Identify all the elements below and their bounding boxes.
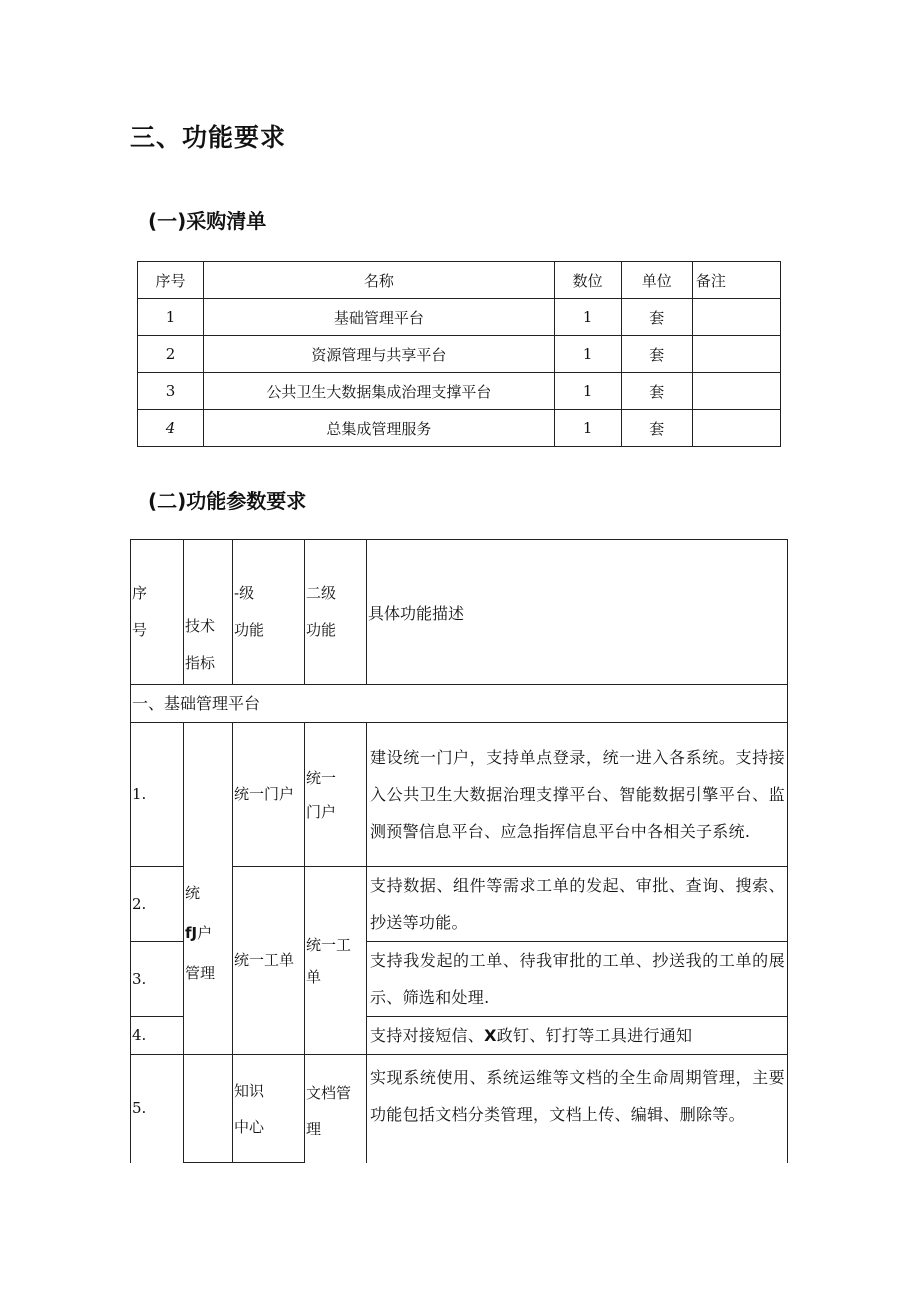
cell-name: 基础管理平台 (204, 299, 555, 336)
level1-text: 知识 (234, 1081, 265, 1100)
cell-note (692, 336, 780, 373)
cell-level2 (305, 867, 367, 1055)
level2-text: 文档管 (306, 1084, 352, 1102)
header-text: 功能 (306, 621, 337, 639)
header-text: 技术 (185, 617, 216, 635)
tech-text: 统 (185, 884, 201, 902)
procurement-table (137, 261, 781, 447)
cell-desc (367, 1017, 788, 1055)
header-level1 (233, 540, 305, 685)
cell-unit: 套 (621, 410, 692, 447)
cell-level2 (305, 723, 367, 867)
table-header-row (131, 540, 788, 685)
cell-tech (184, 723, 233, 1055)
cell-seq: 2. (131, 867, 184, 942)
header-seq (131, 540, 184, 685)
header-text: 指标 (185, 654, 216, 672)
cell-unit: 套 (621, 299, 692, 336)
header-cell: 名称 (204, 262, 555, 299)
cell-desc: 支持我发起的工单、待我审批的工单、抄送我的工单的展示、筛选和处理. (367, 942, 788, 1017)
page-heading: 三、功能要求 (130, 123, 287, 152)
section-title-procurement: (一)采购清单 (148, 209, 267, 233)
section-title-function: (二)功能参数要求 (148, 489, 307, 513)
header-cell: 备注 (692, 262, 780, 299)
cell-level1: 统一门户 (233, 723, 305, 867)
header-text: 二级 (306, 584, 337, 602)
table-header-row (138, 262, 781, 299)
table-row (138, 336, 781, 373)
header-cell: 单位 (621, 262, 692, 299)
header-text: 号 (132, 621, 148, 639)
header-tech (184, 540, 233, 685)
group-title: 一、基础管理平台 (131, 685, 788, 723)
level2-text: 单 (306, 967, 322, 986)
cell-note (692, 299, 780, 336)
table-row (131, 723, 788, 867)
cell-unit: 套 (621, 373, 692, 410)
desc-part: 支持对接短信、 (370, 1026, 485, 1045)
cell-desc: 实现系统使用、系统运维等文档的全生命周期管理，主要功能包括文档分类管理，文档上传、编辑、删除等。 (367, 1055, 788, 1163)
cell-level2 (305, 1055, 367, 1163)
level1-text: 中心 (234, 1117, 265, 1136)
level2-text: 统一 (306, 768, 337, 787)
header-text: 序 (132, 584, 148, 602)
level2-text: 门户 (306, 802, 337, 821)
tech-text: 管理 (185, 964, 216, 982)
cell-seq: 3 (138, 373, 204, 410)
header-desc: 具体功能描述 (367, 540, 788, 685)
function-table (130, 539, 788, 1163)
cell-qty: 1 (554, 299, 621, 336)
desc-part: X (484, 1026, 497, 1045)
cell-tech (184, 1055, 233, 1163)
cell-name: 公共卫生大数据集成治理支撑平台 (204, 373, 555, 410)
header-cell: 数位 (554, 262, 621, 299)
cell-unit: 套 (621, 336, 692, 373)
cell-desc: 支持数据、组件等需求工单的发起、审批、查询、搜索、抄送等功能。 (367, 867, 788, 942)
level2-text: 理 (306, 1120, 322, 1138)
cell-qty: 1 (554, 373, 621, 410)
tech-text (185, 913, 232, 953)
cell-seq: 1. (131, 723, 184, 867)
header-text: -级 (234, 584, 255, 602)
cell-note (692, 410, 780, 447)
table-row (131, 1055, 788, 1163)
table-row (138, 410, 781, 447)
cell-seq: 1 (138, 299, 204, 336)
cell-seq: 4. (131, 1017, 184, 1055)
header-cell: 序号 (138, 262, 204, 299)
cell-qty: 1 (554, 336, 621, 373)
desc-part: 政钉、钉打等工具进行通知 (496, 1026, 693, 1045)
cell-level1 (233, 1055, 305, 1163)
cell-name: 资源管理与共享平台 (204, 336, 555, 373)
cell-qty: 1 (554, 410, 621, 447)
cell-desc: 建设统一门户，支持单点登录，统一进入各系统。支持接入公共卫生大数据治理支撑平台、智能数据引擎平台、监测预警信息平台、应急指挥信息平台中各相关子系统. (367, 723, 788, 867)
table-row (138, 373, 781, 410)
cell-note (692, 373, 780, 410)
group-row (131, 685, 788, 723)
cell-seq: 2 (138, 336, 204, 373)
level2-text: 统一工 (306, 935, 352, 954)
header-text: 功能 (234, 621, 265, 639)
table-row (138, 299, 781, 336)
header-level2 (305, 540, 367, 685)
cell-name: 总集成管理服务 (204, 410, 555, 447)
cell-seq: 4 (138, 410, 204, 447)
cell-seq: 3. (131, 942, 184, 1017)
tech-text-rest: 户 (197, 924, 213, 942)
cell-seq: 5. (131, 1055, 184, 1163)
tech-text-glyph: fJ (185, 924, 198, 942)
cell-level1: 统一工单 (233, 867, 305, 1055)
